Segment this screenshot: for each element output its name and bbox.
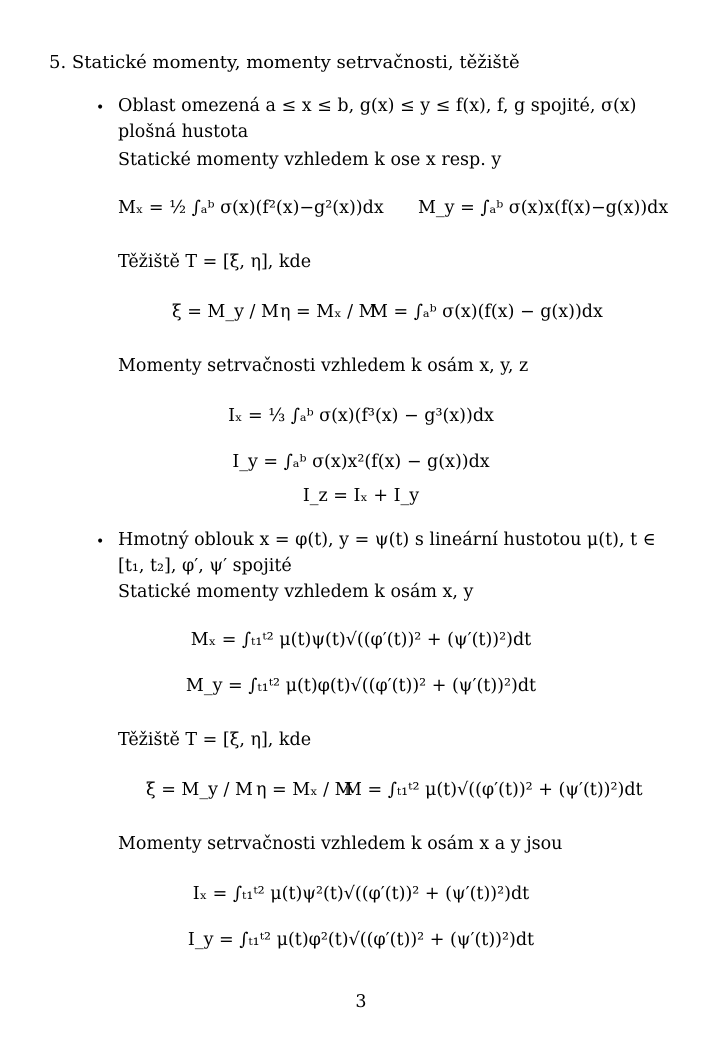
item2-static-label: Statické momenty vzhledem k osám x, y [118,582,474,602]
item1-eq-xi: ξ = M_y / M [172,302,279,322]
bullet-2: • [96,534,105,550]
item1-eq-Iz: I_z = Iₓ + I_y [302,486,420,506]
page-number: 3 [355,992,367,1012]
item1-eq-Iy: I_y = ∫ₐᵇ σ(x)x²(f(x) − g(x))dx [232,452,490,472]
item2-eq-Iy: I_y = ∫ₜ₁ᵗ² μ(t)φ²(t)√((φ′(t))² + (ψ′(t))²)dt [187,930,535,950]
item2-intro-line1: Hmotný oblouk x = φ(t), y = ψ(t) s lineární hustotou μ(t), t ∈ [118,530,656,550]
item2-intro-line2: [t₁, t₂], φ′, ψ′ spojité [118,556,292,576]
item2-eq-M: M = ∫ₜ₁ᵗ² μ(t)√((φ′(t))² + (ψ′(t))²)dt [344,780,643,800]
item1-static-label: Statické momenty vzhledem k ose x resp. y [118,150,502,170]
item1-eq-eta: η = Mₓ / M [280,302,377,322]
section-title: 5. Statické momenty, momenty setrvačnosti, těžiště [49,52,520,73]
item2-eq-Mx: Mₓ = ∫ₜ₁ᵗ² μ(t)ψ(t)√((φ′(t))² + (ψ′(t))²)dt [190,630,532,650]
item2-inertia-label: Momenty setrvačnosti vzhledem k osám x a y jsou [118,834,563,854]
item2-eq-xi: ξ = M_y / M [146,780,253,800]
item1-intro-line1: Oblast omezená a ≤ x ≤ b, g(x) ≤ y ≤ f(x), f, g spojité, σ(x) [118,96,637,116]
item2-eq-Ix: Iₓ = ∫ₜ₁ᵗ² μ(t)ψ²(t)√((φ′(t))² + (ψ′(t))²)dt [192,884,530,904]
item1-inertia-label: Momenty setrvačnosti vzhledem k osám x, y, z [118,356,529,376]
item1-centroid-label: Těžiště T = [ξ, η], kde [118,252,312,272]
item1-eq-Mx: Mₓ = ½ ∫ₐᵇ σ(x)(f²(x)−g²(x))dx [118,198,384,218]
item2-eq-My: M_y = ∫ₜ₁ᵗ² μ(t)φ(t)√((φ′(t))² + (ψ′(t))²)dt [185,676,537,696]
item2-centroid-label: Těžiště T = [ξ, η], kde [118,730,312,750]
bullet-1: • [96,100,105,116]
item2-eq-eta: η = Mₓ / M [256,780,353,800]
item1-eq-M: M = ∫ₐᵇ σ(x)(f(x) − g(x))dx [370,302,603,322]
item1-intro-line2: plošná hustota [118,122,249,142]
item1-eq-My: M_y = ∫ₐᵇ σ(x)x(f(x)−g(x))dx [418,198,669,218]
item1-eq-Ix: Iₓ = ⅓ ∫ₐᵇ σ(x)(f³(x) − g³(x))dx [228,406,494,426]
